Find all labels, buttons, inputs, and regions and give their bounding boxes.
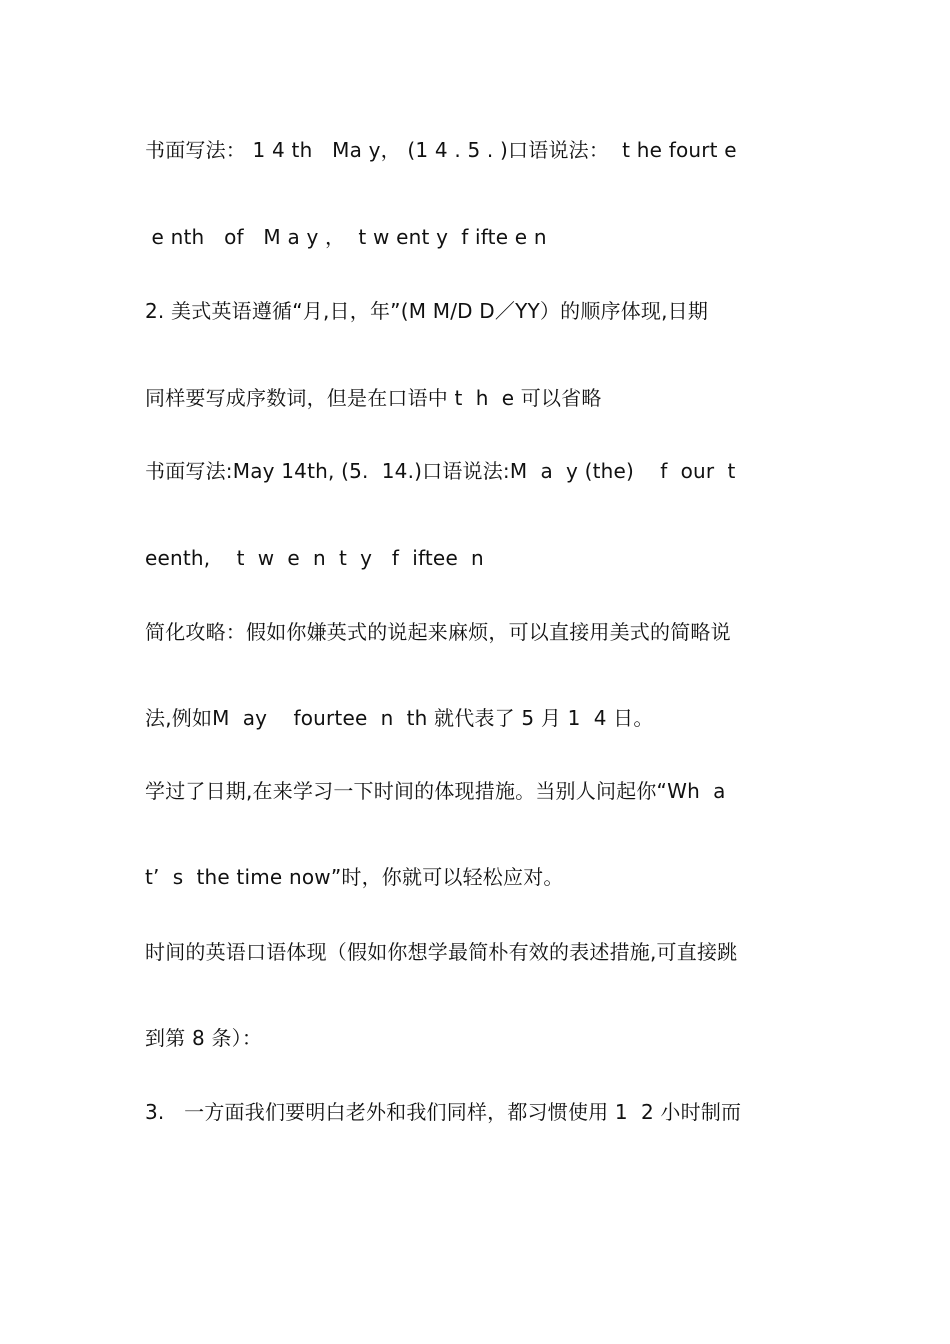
text-line-11: 时间的英语口语体现（假如你想学最简朴有效的表述措施,可直接跳 (145, 940, 738, 964)
text-line-5: 书面写法:May 14th, (5. 14.)口语说法:M a y (the) f our t (145, 459, 736, 483)
text-line-3: 2. 美式英语遵循“月,日，年”(M M/D D／YY）的顺序体现,日期 (145, 299, 709, 323)
text-line-12: 到第 8 条）： (145, 1026, 263, 1050)
text-line-13: 3. 一方面我们要明白老外和我们同样，都习惯使用 1 2 小时制而 (145, 1100, 742, 1124)
text-line-7: 简化攻略：假如你嫌英式的说起来麻烦，可以直接用美式的简略说 (145, 620, 731, 644)
text-line-9: 学过了日期,在来学习一下时间的体现措施。当别人问起你“Wh a (145, 779, 726, 803)
text-line-2: e nth of M a y ， t w ent y f ifte e n (145, 225, 547, 249)
text-line-6: eenth, t w e n t y f iftee n (145, 546, 484, 570)
text-line-10: t’ s the time now”时，你就可以轻松应对。 (145, 865, 564, 889)
text-line-1: 书面写法： 1 4 th Ma y， (1 4 . 5 . )口语说法： t he fourt e (145, 138, 737, 162)
text-line-8: 法,例如M ay fourtee n th 就代表了 5 月 1 4 日。 (145, 706, 654, 730)
text-line-4: 同样要写成序数词，但是在口语中 t h e 可以省略 (145, 386, 602, 410)
